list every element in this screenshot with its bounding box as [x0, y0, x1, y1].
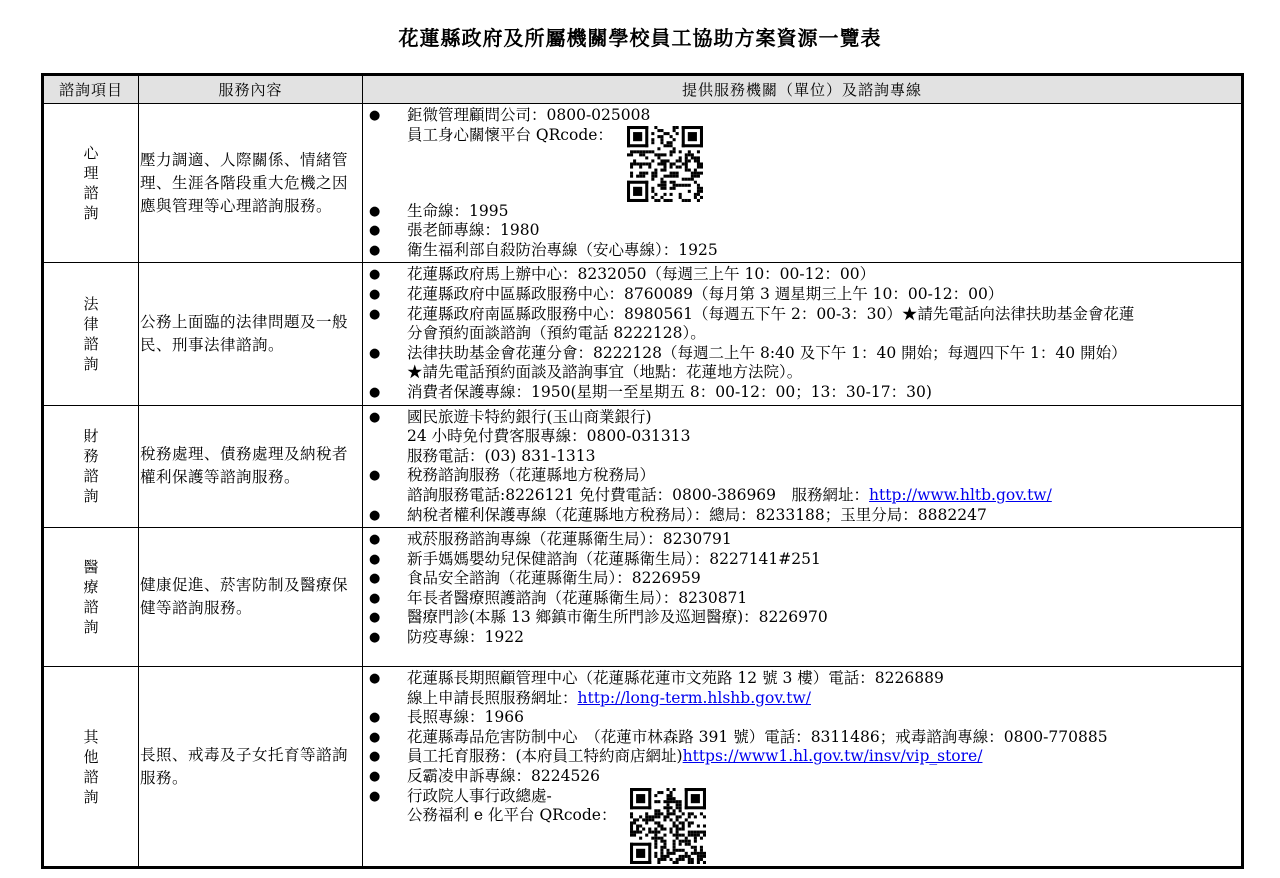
list-item: ● 新手媽媽嬰幼兒保健諮詢（花蓮縣衛生局）：8227141#251: [363, 550, 1241, 570]
tax-bureau-link[interactable]: http://www.hltb.gov.tw/: [869, 485, 1052, 504]
list-item: ● 食品安全諮詢（花蓮縣衛生局）：8226959: [363, 569, 1241, 589]
contact-list: [363, 263, 1241, 404]
contact-list: [363, 667, 1241, 866]
service-content: 壓力調適、人際關係、情緒管理、生涯各階段重大危機之因應與管理等心理諮詢服務。: [139, 104, 363, 263]
contact-list: [363, 104, 1241, 262]
list-item: ● 戒菸服務諮詢專線（花蓮縣衛生局）：8230791: [363, 530, 1241, 550]
list-item: ● 長照專線：1966: [363, 708, 1241, 728]
list-item: ● 生命線：1995: [363, 202, 1241, 222]
list-item: ● 花蓮縣毒品危害防制中心 （花蓮市林森路 391 號）電話：8311486；戒毒諮詢專線：0800-770885: [363, 728, 1241, 748]
list-item: ● 消費者保護專線：1950(星期一至星期五 8：00-12：00；13：30-17：30): [363, 383, 1241, 403]
contact-list: [363, 406, 1241, 528]
list-item: ● 法律扶助基金會花蓮分會：8222128（每週二上午 8:40 及下午 1：40 開始；每週四下午 1：40 開始） ★請先電話預約面談及諮詢事宜（地點：花蓮地方法院）。: [363, 344, 1241, 383]
service-content: 健康促進、菸害防制及醫療保健等諮詢服務。: [139, 528, 363, 667]
category-label: 財務諮詢: [83, 427, 99, 506]
service-content: 公務上面臨的法律問題及一般民、刑事法律諮詢。: [139, 263, 363, 405]
list-item: ● 年長者醫療照護諮詢（花蓮縣衛生局）：8230871: [363, 589, 1241, 609]
contact-list: [363, 528, 1241, 650]
list-item: ● 花蓮縣長期照顧管理中心（花蓮縣花蓮市文苑路 12 號 3 樓）電話：8226889 線上申請長照服務網址：http://long-term.hlshb.gov.tw/: [363, 669, 1241, 708]
list-item: ● 花蓮縣政府馬上辦中心：8232050（每週三上午 10：00-12：00）: [363, 265, 1241, 285]
qr-code-icon[interactable]: [627, 126, 703, 202]
list-item: ● 張老師專線：1980: [363, 221, 1241, 241]
header-category: 諮詢項目: [43, 75, 139, 104]
page-title: 花蓮縣政府及所屬機關學校員工協助方案資源一覽表: [398, 26, 882, 50]
table-row: [43, 263, 1243, 405]
table-row: [43, 405, 1243, 528]
list-item: ● 醫療門診(本縣 13 鄉鎮市衛生所門診及巡迴醫療)：8226970: [363, 608, 1241, 628]
long-term-care-link[interactable]: http://long-term.hlshb.gov.tw/: [577, 688, 811, 707]
list-item: ● 行政院人事行政總處- 公務福利 e 化平台 QRcode：: [363, 787, 1241, 865]
list-item: ● 稅務諮詢服務（花蓮縣地方稅務局） 諮詢服務電話:8226121 免付費電話：0800-386969 服務網址：http://www.hltb.gov.tw/: [363, 466, 1241, 505]
table-row: [43, 528, 1243, 667]
category-label: 心理諮詢: [83, 144, 99, 223]
qr-code-icon[interactable]: [630, 788, 706, 864]
header-content: 服務內容: [139, 75, 363, 104]
list-item: ● 員工托育服務：(本府員工特約商店網址)https://www1.hl.gov.tw/insv/vip_store/: [363, 747, 1241, 767]
category-label: 醫療諮詢: [83, 558, 99, 637]
category-label: 法律諮詢: [83, 294, 99, 373]
list-item: ● 反霸凌申訴專線：8224526: [363, 767, 1241, 787]
list-item: ● 納稅者權利保護專線（花蓮縣地方稅務局）：總局：8233188；玉里分局：8882247: [363, 506, 1241, 526]
header-agency: 提供服務機關（單位）及諮詢專線: [363, 75, 1243, 104]
service-content: 稅務處理、債務處理及納稅者權利保護等諮詢服務。: [139, 405, 363, 528]
list-item: ● 衛生福利部自殺防治專線（安心專線）：1925: [363, 241, 1241, 261]
category-label: 其他諮詢: [83, 727, 99, 806]
list-item: ● 防疫專線：1922: [363, 628, 1241, 648]
vip-store-link[interactable]: https://www1.hl.gov.tw/insv/vip_store/: [682, 747, 983, 766]
list-item: ● 花蓮縣政府中區縣政服務中心：8760089（每月第 3 週星期三上午 10：00-12：00）: [363, 285, 1241, 305]
list-item: ● 花蓮縣政府南區縣政服務中心：8980561（每週五下午 2：00-3：30）★請先電話向法律扶助基金會花蓮 分會預約面談諮詢（預約電話 8222128）。: [363, 305, 1241, 344]
list-item: ● 國民旅遊卡特約銀行(玉山商業銀行) 24 小時免付費客服專線：0800-031313 服務電話：(03) 831-1313: [363, 408, 1241, 467]
list-item: ● 鉅微管理顧問公司：0800-025008 員工身心關懷平台 QRcode：: [363, 106, 1241, 202]
service-content: 長照、戒毒及子女托育等諮詢服務。: [139, 667, 363, 868]
table-row: [43, 667, 1243, 868]
resource-table: [41, 73, 1244, 869]
table-row: [43, 104, 1243, 263]
